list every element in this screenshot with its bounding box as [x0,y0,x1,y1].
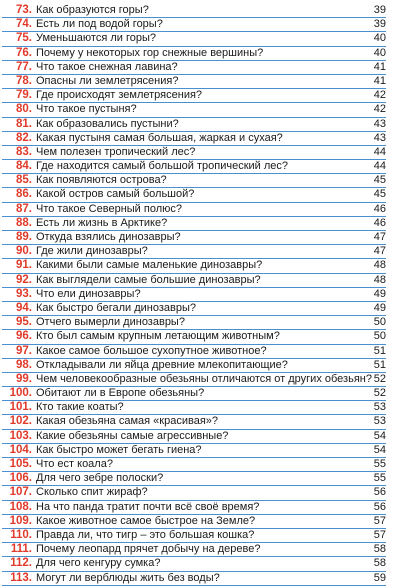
toc-number: 105. [9,458,32,470]
toc-number: 112. [10,557,32,570]
toc-page-number: 51 [373,344,386,357]
toc-number: 83. [16,145,32,158]
toc-row[interactable] [2,302,386,316]
toc-page-number: 55 [373,472,386,485]
toc-page-number: 42 [373,103,386,116]
toc-page-number: 48 [373,259,386,272]
toc-title: Как образовались пустыни? [36,117,179,130]
toc-page-number: 49 [373,301,386,314]
toc-page-number: 53 [373,415,386,428]
toc-title: Опасны ли землетрясения? [36,74,179,87]
toc-page-number: 50 [373,316,386,329]
toc-page-number: 47 [373,245,386,258]
toc-title: Чем человекообразные обезьяны отличаются от других обезьян? [36,372,372,385]
toc-page-number: 54 [373,443,386,456]
toc-page-number: 53 [373,401,386,414]
table-of-contents [2,4,386,586]
toc-number: 87. [16,202,32,215]
toc-page-number: 47 [373,231,386,243]
toc-number: 96. [16,330,32,343]
toc-page-number: 40 [373,46,386,59]
toc-page-number: 57 [373,514,386,527]
toc-number: 85. [16,174,32,187]
toc-page-number: 44 [373,160,386,173]
toc-row[interactable] [2,543,386,557]
toc-page-number: 58 [373,543,386,556]
toc-row[interactable] [2,274,386,288]
toc-title: Для чего зебре полоски? [36,472,164,485]
toc-page-number: 51 [373,358,386,371]
toc-title: Какая обезьяна самая «красивая»? [36,415,219,428]
toc-number: 111. [10,543,32,556]
toc-row[interactable] [2,557,386,571]
toc-page-number: 45 [373,174,386,187]
toc-number: 84. [16,160,32,173]
toc-row[interactable] [2,89,386,103]
toc-number: 86. [16,188,32,201]
toc-row[interactable] [2,118,386,132]
toc-row[interactable] [2,529,386,543]
toc-page-number: 46 [373,216,386,229]
toc-number: 74. [16,18,32,31]
toc-row[interactable] [2,203,386,217]
toc-page-number: 49 [373,287,386,300]
toc-title: Обитают ли в Европе обезьяны? [36,387,205,400]
toc-row[interactable] [2,501,386,515]
toc-number: 75. [16,32,32,45]
toc-row[interactable] [2,330,386,344]
toc-title: Какое самое большое сухопутное животное? [36,344,267,357]
toc-page-number: 42 [373,89,386,102]
toc-page-number: 54 [373,429,386,442]
toc-row[interactable] [2,61,386,75]
toc-row[interactable] [2,132,386,146]
toc-row[interactable] [2,245,386,259]
toc-number: 94. [16,301,32,314]
toc-title: На что панда тратит почти всё своё время? [36,500,260,513]
toc-row[interactable] [2,458,386,472]
toc-row[interactable] [2,18,386,32]
toc-page-number: 41 [373,74,386,87]
toc-title: Как быстро бегали динозавры? [36,301,197,314]
toc-title: Где находится самый большой тропический лес? [36,160,289,173]
toc-row[interactable] [2,373,386,387]
toc-title: Что такое Северный полюс? [36,202,182,215]
toc-number: 80. [16,103,32,116]
toc-row[interactable] [2,188,386,202]
toc-number: 78. [16,74,32,87]
toc-number: 109. [9,514,32,527]
toc-title: Есть ли под водой горы? [36,18,163,31]
toc-title: Есть ли жизнь в Арктике? [36,216,168,229]
toc-title: Как выглядели самые большие динозавры? [36,273,261,286]
toc-page-number: 48 [373,273,386,286]
toc-number: 101. [9,401,32,414]
toc-number: 82. [16,131,32,144]
toc-page-number: 58 [373,557,386,570]
toc-row[interactable] [2,4,386,18]
toc-row[interactable] [2,387,386,401]
toc-row[interactable] [2,288,386,302]
toc-number: 95. [16,316,32,329]
toc-title: Отчего вымерли динозавры? [36,316,185,329]
toc-row[interactable] [2,345,386,359]
toc-title: Кто был самым крупным летающим животным? [36,330,280,343]
toc-row[interactable] [2,572,386,586]
toc-title: Что такое пустыня? [36,103,137,116]
toc-row[interactable] [2,515,386,529]
toc-title: Как появляются острова? [36,174,167,187]
toc-row[interactable] [2,174,386,188]
toc-number: 110. [10,528,32,541]
toc-page-number: 52 [373,387,386,400]
toc-number: 97. [16,344,32,357]
toc-title: Что ест коала? [36,458,113,470]
toc-title: Почему леопард прячет добычу на дереве? [36,543,261,556]
toc-row[interactable] [2,486,386,500]
toc-number: 107. [9,486,32,499]
toc-number: 92. [16,273,32,286]
toc-title: Правда ли, что тигр – это большая кошка? [36,528,255,541]
toc-number: 93. [16,287,32,300]
toc-page-number: 50 [373,330,386,343]
toc-row[interactable] [2,444,386,458]
toc-title: Могут ли верблюды жить без воды? [36,571,220,584]
toc-number: 73. [16,4,32,16]
toc-page-number: 40 [373,32,386,45]
toc-page-number: 59 [373,571,386,584]
toc-page-number: 44 [373,145,386,158]
toc-number: 106. [9,472,32,485]
toc-title: Какими были самые маленькие динозавры? [36,259,263,272]
toc-row[interactable] [2,359,386,373]
toc-title: Откуда взялись динозавры? [36,231,181,243]
toc-number: 88. [16,216,32,229]
toc-row[interactable] [2,217,386,231]
toc-number: 99. [16,372,32,385]
toc-page-number: 45 [373,188,386,201]
toc-title: Какой остров самый большой? [36,188,195,201]
toc-row[interactable] [2,146,386,160]
toc-number: 103. [9,429,32,442]
toc-row[interactable] [2,75,386,89]
toc-number: 98. [16,358,32,371]
toc-number: 90. [16,245,32,258]
toc-number: 113. [10,571,32,584]
toc-page-number: 41 [373,60,386,73]
toc-title: Кто такие коаты? [36,401,124,414]
toc-row[interactable] [2,415,386,429]
toc-row[interactable] [2,160,386,174]
toc-number: 104. [9,443,32,456]
toc-row[interactable] [2,472,386,486]
toc-page-number: 39 [373,4,386,16]
toc-row[interactable] [2,231,386,245]
toc-number: 102. [9,415,32,428]
toc-row[interactable] [2,32,386,46]
toc-title: Какая пустыня самая большая, жаркая и сухая? [36,131,283,144]
toc-row[interactable] [2,103,386,117]
toc-page-number: 46 [373,202,386,215]
toc-title: Какое животное самое быстрое на Земле? [36,514,256,527]
toc-title: Откладывали ли яйца древние млекопитающие? [36,358,288,371]
toc-number: 76. [16,46,32,59]
toc-title: Где жили динозавры? [36,245,148,258]
toc-page-number: 39 [373,18,386,31]
toc-title: Уменьшаются ли горы? [36,32,157,45]
toc-row[interactable] [2,401,386,415]
toc-title: Почему у некоторых гор снежные вершины? [36,46,264,59]
toc-row[interactable] [2,430,386,444]
toc-number: 100. [9,387,32,400]
toc-number: 79. [16,89,32,102]
toc-row[interactable] [2,316,386,330]
toc-title: Как образуются горы? [36,4,149,16]
toc-title: Какие обезьяны самые агрессивные? [36,429,229,442]
toc-page-number: 56 [373,486,386,499]
toc-page-number: 52 [373,372,386,385]
toc-number: 81. [16,117,32,130]
toc-page-number: 55 [373,458,386,470]
toc-number: 108. [9,500,32,513]
toc-number: 77. [16,60,32,73]
toc-title: Что ели динозавры? [36,287,141,300]
toc-title: Сколько спит жираф? [36,486,148,499]
toc-page-number: 43 [373,131,386,144]
toc-row[interactable] [2,47,386,61]
toc-page-number: 43 [373,117,386,130]
toc-row[interactable] [2,259,386,273]
toc-title: Что такое снежная лавина? [36,60,178,73]
toc-title: Как быстро может бегать гиена? [36,443,202,456]
toc-title: Где происходят землетрясения? [36,89,203,102]
toc-title: Чем полезен тропический лес? [36,145,196,158]
toc-number: 89. [16,231,32,243]
toc-page-number: 56 [373,500,386,513]
toc-number: 91. [16,259,32,272]
toc-title: Для чего кенгуру сумка? [36,557,161,570]
toc-page-number: 57 [373,528,386,541]
